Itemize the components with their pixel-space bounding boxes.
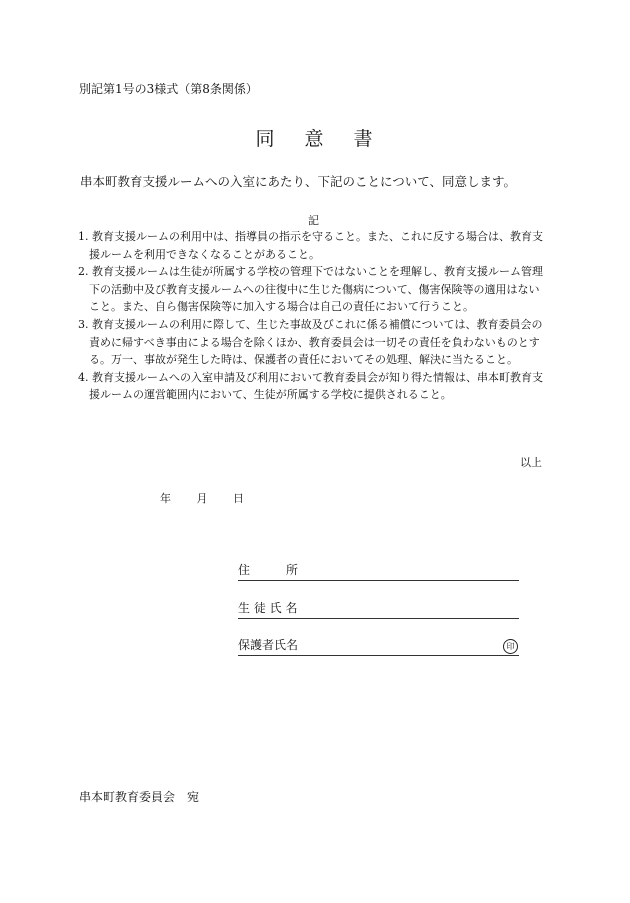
date-line [160, 490, 266, 506]
address-field[interactable] [238, 562, 519, 581]
student-name-field[interactable] [238, 600, 519, 619]
ki-heading: 記 [308, 214, 319, 227]
title-char: 書 [353, 128, 375, 150]
addressee: 串本町教育委員会 宛 [79, 790, 200, 804]
title-char: 同 [255, 128, 277, 150]
intro-text: 串本町教育支援ルームへの入室にあたり、下記のことについて、同意します。 [80, 174, 517, 189]
title-char: 意 [304, 128, 326, 150]
term-item: 3. 教育支援ルームの利用に際して、生じた事故及びこれに係る補償については、教育委員会の責めに帰すべき事由による場合を除くほか、教育委員会は一切その責任を負わないものとする。万一、事故が発生した時は、保護者の責任においてその処理、解決に当たること。 [78, 317, 543, 367]
date-day: 日 [233, 492, 244, 505]
form-number: 別記第1号の3様式（第8条関係） [79, 82, 258, 96]
term-item: 1. 教育支援ルームの利用中は、指導員の指示を守ること。また、これに反する場合は、教育支援ルームを利用できなくなることがあること。 [78, 230, 543, 261]
guardian-name-field[interactable] [238, 637, 519, 656]
date-year: 年 [160, 492, 171, 505]
date-month: 月 [196, 492, 208, 505]
address-label: 住 所 [238, 563, 299, 577]
term-item: 2. 教育支援ルームは生徒が所属する学校の管理下ではないことを理解し、教育支援ルーム管理下の活動中及び教育支援ルームへの往復中に生じた傷病について、傷害保険等の適用はないこと。また、自ら傷害保険等に加入する場合は自己の責任において行うこと。 [78, 265, 543, 314]
terms-list [78, 228, 548, 404]
ijo-closing: 以上 [520, 456, 542, 469]
document-title [0, 124, 630, 151]
student-name-label: 生 徒 氏 名 [238, 601, 298, 615]
seal-icon: 印 [503, 639, 518, 654]
term-item: 4. 教育支援ルームへの入室申請及び利用において教育委員会が知り得た情報は、串本町教育支援ルームの運営範囲内において、生徒が所属する学校に提供されること。 [78, 370, 543, 402]
guardian-name-label: 保護者氏名 [238, 638, 299, 652]
